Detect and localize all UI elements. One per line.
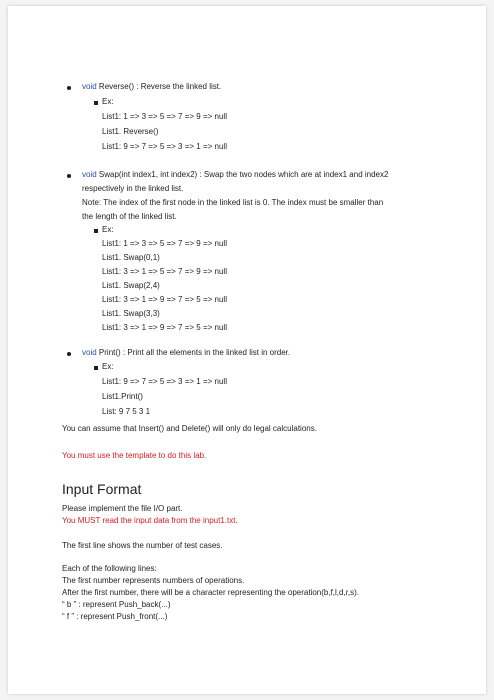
- reverse-line-3: List1: 9 => 7 => 5 => 3 => 1 => null: [102, 142, 227, 151]
- reverse-keyword: void: [82, 82, 97, 91]
- input-format-heading: Input Format: [62, 481, 142, 497]
- bullet-swap-ex: [94, 229, 98, 233]
- template-warning: You must use the template to do this lab.: [62, 451, 207, 460]
- swap-keyword: void: [82, 170, 97, 179]
- swap-note-1: Note: The index of the first node in the linked list is 0. The index must be smaller than: [82, 198, 384, 207]
- input-line-7: “ b ” : represent Push_back(...): [62, 600, 171, 609]
- reverse-line-2: List1. Reverse(): [102, 127, 159, 136]
- bullet-reverse: [67, 86, 71, 90]
- swap-line-2: List1. Swap(0,1): [102, 253, 160, 262]
- print-keyword: void: [82, 348, 97, 357]
- print-signature: [82, 348, 290, 358]
- reverse-desc: Reverse() : Reverse the linked list.: [98, 82, 222, 91]
- swap-desc-2: respectively in the linked list.: [82, 184, 184, 193]
- reverse-ex-label: Ex:: [102, 97, 114, 106]
- document-page: [8, 6, 486, 694]
- print-ex-label: Ex:: [102, 362, 114, 371]
- bullet-swap: [67, 174, 71, 178]
- input-line-6: After the first number, there will be a character representing the operation(b,f,l,d,r,s).: [62, 588, 360, 597]
- print-line-3: List: 9 7 5 3 1: [102, 407, 151, 416]
- input-line-3: The first line shows the number of test cases.: [62, 541, 223, 550]
- print-line-2: List1.Print(): [102, 392, 143, 401]
- swap-line-5: List1: 3 => 1 => 9 => 7 => 5 => null: [102, 295, 227, 304]
- bullet-print-ex: [94, 366, 98, 370]
- reverse-signature: [82, 82, 221, 92]
- assume-text: You can assume that Insert() and Delete() will only do legal calculations.: [62, 424, 317, 433]
- swap-desc: Swap(int index1, int index2) : Swap the two nodes which are at index1 and index2: [98, 170, 389, 179]
- swap-line-4: List1. Swap(2,4): [102, 281, 160, 290]
- input-line-8: “ f ” : represent Push_front(...): [62, 612, 168, 621]
- swap-signature: [82, 170, 388, 180]
- swap-ex-label: Ex:: [102, 225, 114, 234]
- bullet-reverse-ex: [94, 101, 98, 105]
- swap-line-3: List1: 3 => 1 => 5 => 7 => 9 => null: [102, 267, 227, 276]
- input-line-1: Please implement the file I/O part.: [62, 504, 183, 513]
- reverse-line-1: List1: 1 => 3 => 5 => 7 => 9 => null: [102, 112, 227, 121]
- swap-line-7: List1: 3 => 1 => 9 => 7 => 5 => null: [102, 323, 227, 332]
- input-line-5: The first number represents numbers of operations.: [62, 576, 245, 585]
- print-line-1: List1: 9 => 7 => 5 => 3 => 1 => null: [102, 377, 227, 386]
- bullet-print: [67, 352, 71, 356]
- swap-note-2: the length of the linked list.: [82, 212, 177, 221]
- print-desc: Print() : Print all the elements in the linked list in order.: [98, 348, 291, 357]
- input-line-2: You MUST read the input data from the input1.txt.: [62, 516, 238, 525]
- swap-line-6: List1. Swap(3,3): [102, 309, 160, 318]
- swap-line-1: List1: 1 => 3 => 5 => 7 => 9 => null: [102, 239, 227, 248]
- input-line-4: Each of the following lines:: [62, 564, 157, 573]
